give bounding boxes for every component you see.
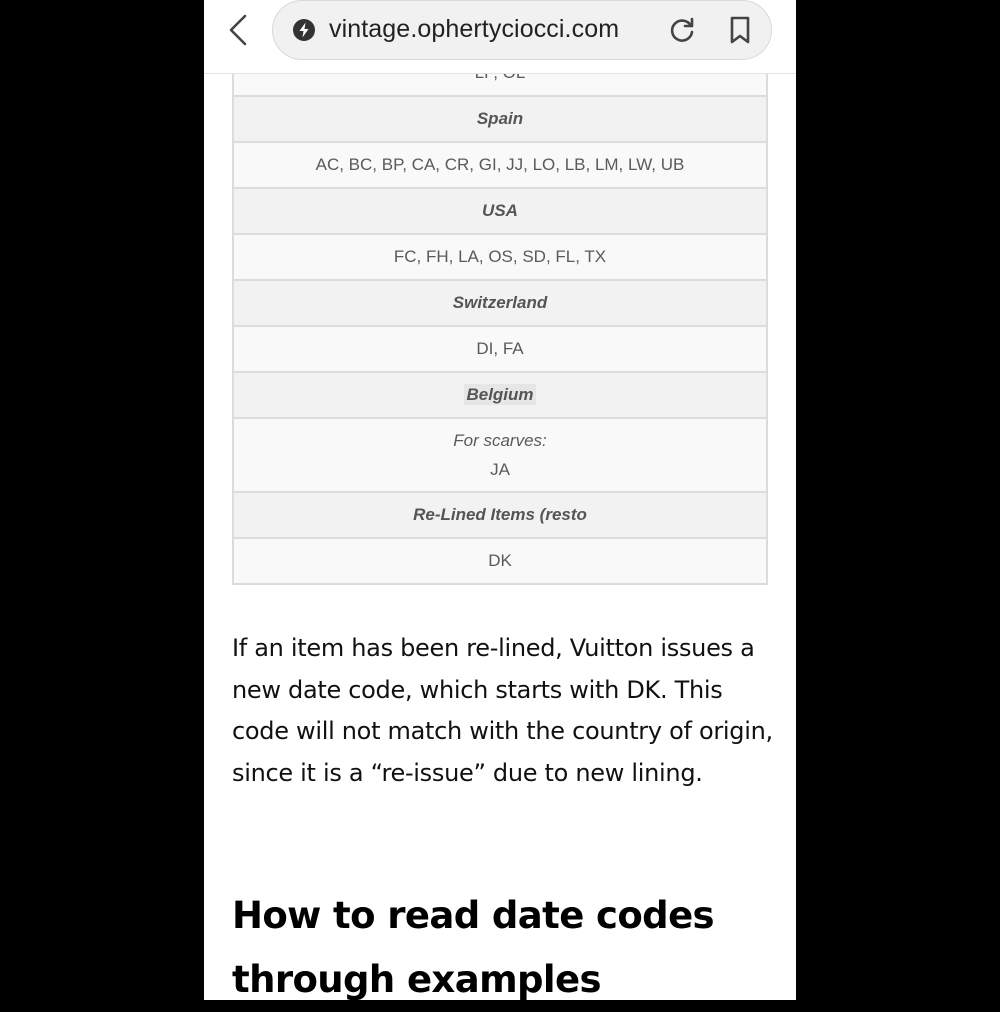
browser-viewport	[204, 0, 796, 1000]
table-row	[233, 538, 767, 584]
chevron-left-icon	[227, 13, 249, 47]
bookmark-button[interactable]	[725, 15, 755, 45]
article-paragraph: If an item has been re-lined, Vuitton issues a new date code, which starts with DK. This code will not match with the country of origin, since it is a “re-issue” due to new lining.	[232, 634, 773, 787]
table-row	[233, 372, 767, 418]
codes-cell-relined: DK	[233, 538, 767, 584]
country-header-spain: Spain	[233, 96, 767, 142]
browser-toolbar	[204, 0, 796, 74]
url-text[interactable]: vintage.ophertyciocci.com	[329, 15, 620, 43]
table-row	[233, 188, 767, 234]
table-row	[233, 492, 767, 538]
codes-cell-switzerland: DI, FA	[233, 326, 767, 372]
back-button[interactable]	[220, 10, 256, 50]
country-header-usa: USA	[233, 188, 767, 234]
codes-cell-belgium	[233, 418, 767, 492]
table-row	[233, 142, 767, 188]
bolt-circle-icon	[293, 19, 315, 41]
country-header-belgium	[233, 372, 767, 418]
reload-icon	[667, 15, 697, 45]
scarves-code: JA	[490, 460, 510, 479]
date-code-table	[232, 49, 768, 585]
scarves-note: For scarves:	[453, 431, 547, 450]
country-header-relined: Re-Lined Items (resto	[233, 492, 767, 538]
country-header-switzerland: Switzerland	[233, 280, 767, 326]
codes-cell-spain: AC, BC, BP, CA, CR, GI, JJ, LO, LB, LM, LW, UB	[233, 142, 767, 188]
table-row	[233, 418, 767, 492]
table-row	[233, 280, 767, 326]
bookmark-icon	[725, 15, 755, 45]
table-row	[233, 326, 767, 372]
date-code-table-container	[232, 73, 768, 595]
country-label-belgium: Belgium	[466, 385, 534, 404]
url-bar[interactable]	[272, 0, 772, 60]
table-row	[233, 96, 767, 142]
reload-button[interactable]	[667, 15, 697, 45]
section-heading: How to read date codes through examples	[232, 894, 714, 1001]
table-row	[233, 234, 767, 280]
codes-cell-usa: FC, FH, LA, OS, SD, FL, TX	[233, 234, 767, 280]
